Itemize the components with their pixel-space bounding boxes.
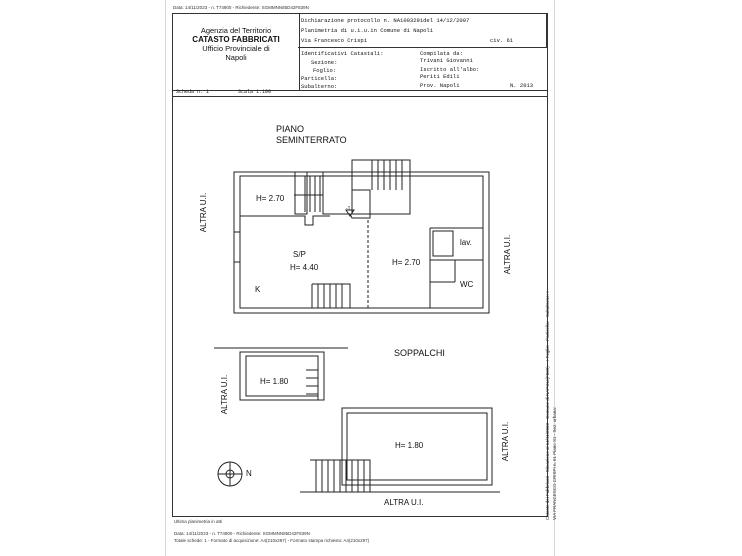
mezzanine-1-wall [240, 352, 324, 400]
side-line-1: Catasto dei Fabbricati - Situazione al 14/11/2023 - Comune di NAPOLI(F839) - < Foglio: - Particella: - Subalterno: > [545, 290, 550, 520]
cadastral-title: Identificativi Catastali: [301, 50, 384, 57]
foglio-label: Foglio: [313, 67, 337, 74]
registered-value: Periti Edili [420, 73, 460, 80]
footer-line-3: Totale schede: 1 - Formato di acquisizione: A4(210x297) - Formato stampa richiesto: A4(210x297) [174, 538, 370, 543]
particella-label: Particella: [301, 75, 338, 82]
room-lav: lav. [460, 238, 472, 247]
scheda-text: Scheda n. 1 [176, 89, 210, 95]
agency-line-2: CATASTO FABBRICATI [192, 35, 280, 44]
room-k: K [255, 285, 261, 294]
declaration-text: Dichiarazione protocollo n. NA1003291del 14/12/2007 [301, 17, 470, 24]
compiled-name: Trivani Giovanni [420, 57, 473, 64]
floor-title-2: SEMINTERRATO [276, 135, 347, 145]
mez-h180-b: H= 1.80 [395, 441, 424, 450]
agency-line-4: Napoli [225, 53, 247, 62]
province-text: Prov. Napoli [420, 82, 460, 89]
address-text: Via Francesco Crispi [301, 37, 368, 44]
room-h440: H= 4.40 [290, 263, 319, 272]
floor-title [276, 124, 347, 146]
room-wc: WC [460, 280, 474, 289]
altra-bottom: ALTRA U.I. [384, 498, 424, 507]
footer-line-2: Data: 14/11/2023 - n. T74900 - Richiedente: SGMMNN85D42F839N [174, 531, 310, 536]
top-stamp: Data: 14/11/2023 - n. T74900 - Richiedente: SGMMNN85D42F839N [173, 5, 309, 10]
compiled-title: Compilata da: [420, 50, 463, 57]
north-label: N [246, 469, 252, 478]
scala-text: Scala 1:100 [238, 89, 272, 95]
room-h270-a: H= 2.70 [256, 194, 285, 203]
subalterno-label: Subalterno: [301, 83, 338, 90]
registered-title: Iscritto all'albo: [420, 66, 480, 73]
mez-h180-a: H= 1.80 [260, 377, 289, 386]
agency-line-1: Agenzia del Territorio [200, 26, 272, 35]
side-line-2: VIA FRANCESCO CRISPI n. 61 Piano S1 - Sez. urbana: [552, 406, 557, 520]
footer-line-1: Ultima planimetria in atti [174, 519, 223, 524]
altra-right-mid: ALTRA U.I. [501, 421, 511, 462]
altra-right-top: ALTRA U.I. [503, 234, 513, 275]
room-sp: S/P [293, 250, 306, 259]
sezione-label: Sezione: [311, 59, 338, 66]
civic-text: civ. 61 [490, 37, 514, 44]
room-h270-b: H= 2.70 [392, 258, 421, 267]
number-text: N. 2013 [510, 82, 534, 89]
mezzanine-title: SOPPALCHI [394, 348, 445, 358]
floor-title-1: PIANO [276, 124, 305, 134]
level-mark: -1 [346, 206, 351, 212]
altra-left-mid: ALTRA U.I. [220, 374, 230, 415]
agency-line-3: Ufficio Provinciale di [202, 44, 270, 53]
planimetry-text: Planimetria di u.i.u.in Comune di Napoli [301, 27, 434, 34]
altra-left-top: ALTRA U.I. [199, 192, 209, 233]
